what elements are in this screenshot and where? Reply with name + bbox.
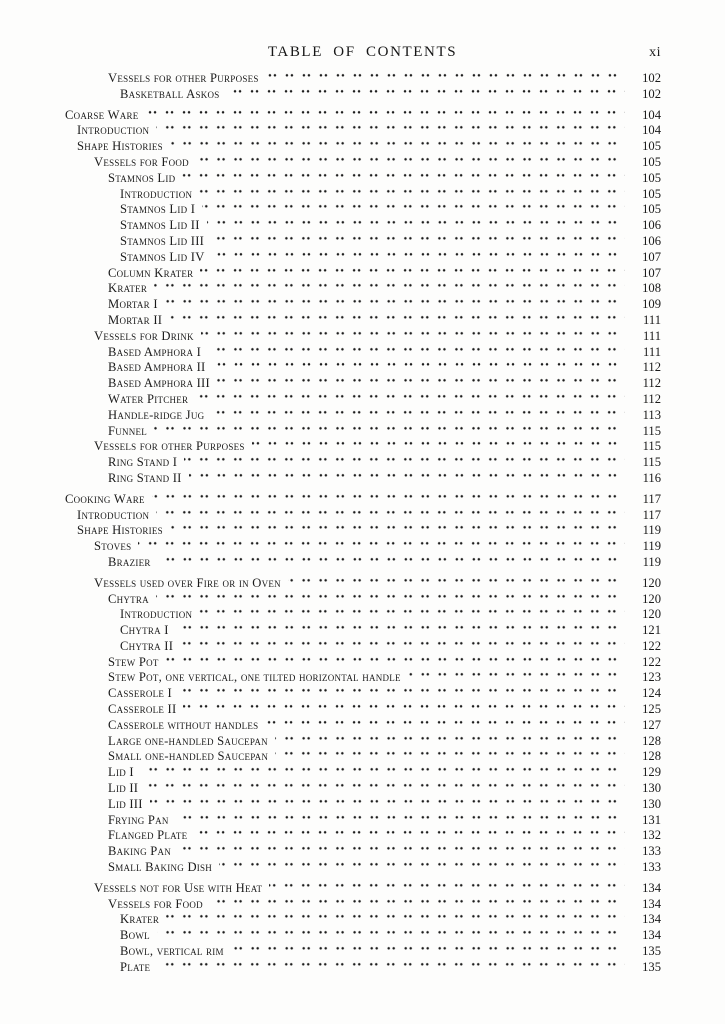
toc-entry-page: 120	[642, 607, 661, 622]
dot-leader	[231, 944, 625, 960]
toc-entry-page: 109	[642, 297, 661, 312]
dot-leader	[180, 639, 625, 655]
dot-leader	[226, 87, 625, 103]
dot-leader	[165, 297, 625, 313]
dot-leader	[154, 424, 625, 440]
toc-row	[65, 123, 661, 139]
toc-entry-page: 120	[642, 591, 661, 606]
toc-row	[65, 360, 661, 376]
toc-entry-page: 115	[642, 439, 661, 454]
toc-entry-title: Frying Pan	[108, 812, 169, 827]
toc-row	[65, 655, 661, 671]
toc-entry-page: 131	[642, 812, 661, 827]
dot-leader	[157, 928, 625, 944]
dot-leader	[156, 592, 625, 608]
toc-row	[65, 297, 661, 313]
toc-entry-title: Stamnos Lid	[108, 170, 176, 185]
toc-entry-title: Vessels for other Purposes	[108, 71, 259, 85]
toc-row	[65, 912, 661, 928]
toc-entry-page: 127	[642, 717, 661, 732]
toc-entry-title: Shape Histories	[77, 139, 163, 154]
dot-leader	[183, 702, 625, 718]
toc-row	[65, 702, 661, 718]
toc-row	[65, 718, 661, 734]
dot-leader	[275, 734, 625, 750]
toc-row	[65, 765, 661, 781]
toc-entry-title: Basketball Askos	[120, 86, 220, 101]
dot-leader	[170, 523, 625, 539]
toc-row	[65, 313, 661, 329]
toc-row	[65, 781, 661, 797]
toc-entry-page: 106	[642, 233, 661, 248]
toc-row	[65, 408, 661, 424]
toc-list	[65, 71, 661, 976]
toc-entry-title: Ring Stand II	[108, 470, 182, 485]
toc-entry-title: Based Amphora III	[108, 376, 210, 391]
toc-entry-page: 113	[642, 407, 661, 422]
dot-leader	[150, 797, 625, 813]
toc-entry-title: Lid II	[108, 781, 139, 796]
toc-entry-title: Bowl	[120, 928, 150, 943]
toc-row	[65, 392, 661, 408]
dot-leader	[219, 860, 625, 876]
toc-entry-page: 105	[642, 170, 661, 185]
dot-leader	[179, 686, 625, 702]
toc-entry-page: 135	[642, 959, 661, 974]
toc-entry-title: Stoves	[94, 539, 132, 554]
toc-entry-title: Stamnos Lid IV	[120, 249, 205, 264]
toc-entry-page: 107	[642, 265, 661, 280]
toc-row	[65, 607, 661, 623]
toc-row	[65, 71, 661, 87]
page-header	[0, 0, 725, 70]
toc-entry-page: 117	[642, 507, 661, 522]
toc-entry-title: Brazier	[108, 554, 151, 569]
toc-row	[65, 218, 661, 234]
toc-entry-title: Vessels used over Fire or in Oven	[94, 575, 281, 590]
dot-leader	[201, 329, 625, 345]
toc-row	[65, 508, 661, 524]
toc-entry-title: Plate	[120, 959, 151, 974]
toc-row	[65, 555, 661, 571]
toc-entry-page: 104	[642, 107, 661, 122]
dot-leader	[157, 960, 625, 976]
toc-row	[65, 639, 661, 655]
toc-row	[65, 844, 661, 860]
toc-row	[65, 329, 661, 345]
toc-entry-page: 102	[642, 71, 661, 85]
toc-row	[65, 202, 661, 218]
dot-leader	[154, 281, 625, 297]
toc-entry-page: 108	[642, 281, 661, 296]
toc-row	[65, 234, 661, 250]
toc-entry-title: Flanged Plate	[108, 828, 188, 843]
dot-leader	[217, 376, 625, 392]
toc-entry-page: 119	[642, 523, 661, 538]
toc-row	[65, 266, 661, 282]
toc-entry-page: 134	[642, 880, 661, 895]
toc-row	[65, 376, 661, 392]
dot-leader	[156, 508, 625, 524]
toc-row	[65, 881, 661, 897]
toc-entry-title: Small Baking Dish	[108, 860, 213, 875]
toc-entry-title: Stamnos Lid I	[120, 202, 196, 217]
toc-row	[65, 860, 661, 876]
dot-leader	[178, 844, 625, 860]
toc-entry-page: 128	[642, 733, 661, 748]
toc-entry-page: 129	[642, 765, 661, 780]
toc-entry-page: 135	[642, 944, 661, 959]
toc-entry-title: Chytra	[108, 591, 149, 606]
toc-entry-page: 119	[642, 539, 661, 554]
toc-entry-title: Bowl, vertical rim	[120, 944, 224, 959]
toc-entry-title: Chytra I	[120, 623, 169, 638]
toc-entry-title: Lid III	[108, 796, 143, 811]
toc-row	[65, 171, 661, 187]
dot-leader	[210, 897, 625, 913]
toc-entry-title: Based Amphora I	[108, 344, 202, 359]
toc-entry-title: Mortar I	[108, 297, 158, 312]
dot-leader	[158, 555, 625, 571]
toc-entry-title: Cooking Ware	[65, 491, 145, 506]
dot-leader	[145, 781, 625, 797]
toc-row	[65, 623, 661, 639]
dot-leader	[189, 471, 625, 487]
toc-entry-page: 105	[642, 139, 661, 154]
toc-entry-page: 134	[642, 928, 661, 943]
toc-row	[65, 281, 661, 297]
toc-entry-title: Vessels for Drink	[94, 328, 194, 343]
toc-row	[65, 960, 661, 976]
dot-leader	[176, 813, 625, 829]
toc-entry-page: 117	[642, 491, 661, 506]
dot-leader	[212, 250, 625, 266]
toc-entry-page: 133	[642, 860, 661, 875]
toc-entry-title: Vessels for Food	[108, 896, 203, 911]
toc-entry-title: Chytra II	[120, 638, 174, 653]
toc-entry-page: 122	[642, 654, 661, 669]
dot-leader	[195, 392, 625, 408]
toc-row	[65, 592, 661, 608]
toc-entry-title: Introduction	[77, 507, 150, 522]
dot-leader	[269, 881, 625, 897]
toc-entry-title: Stew Pot, one vertical, one tilted horizontal handle	[108, 670, 401, 685]
toc-row	[65, 108, 661, 124]
toc-row	[65, 523, 661, 539]
toc-row	[65, 686, 661, 702]
toc-entry-title: Baking Pan	[108, 844, 172, 859]
dot-leader	[200, 266, 625, 282]
toc-entry-page: 119	[642, 554, 661, 569]
dot-leader	[208, 345, 625, 361]
toc-entry-page: 112	[642, 360, 661, 375]
toc-entry-title: Introduction	[120, 186, 193, 201]
toc-entry-page: 106	[642, 218, 661, 233]
toc-entry-page: 133	[642, 844, 661, 859]
dot-leader	[166, 912, 625, 928]
toc-entry-page: 111	[643, 344, 661, 359]
toc-entry-page: 105	[642, 154, 661, 169]
toc-entry-page: 112	[642, 391, 661, 406]
toc-entry-page: 123	[642, 670, 661, 685]
toc-entry-page: 112	[642, 376, 661, 391]
toc-entry-title: Casserole without handles	[108, 717, 259, 732]
toc-entry-page: 128	[642, 749, 661, 764]
toc-entry-title: Funnel	[108, 423, 147, 438]
dot-leader	[145, 108, 625, 124]
toc-entry-page: 130	[642, 796, 661, 811]
dot-leader	[156, 123, 625, 139]
toc-entry-title: Column Krater	[108, 265, 194, 280]
toc-entry-page: 105	[642, 186, 661, 201]
toc-entry-page: 111	[643, 328, 661, 343]
toc-entry-page: 120	[642, 575, 661, 590]
toc-entry-title: Krater	[120, 912, 160, 927]
dot-leader	[138, 539, 625, 555]
toc-row	[65, 539, 661, 555]
toc-entry-page: 104	[642, 123, 661, 138]
toc-entry-title: Stamnos Lid II	[120, 218, 200, 233]
dot-leader	[275, 749, 625, 765]
toc-entry-page: 116	[642, 470, 661, 485]
toc-entry-title: Vessels for Food	[94, 154, 189, 169]
toc-row	[65, 749, 661, 765]
toc-entry-title: Handle-ridge Jug	[108, 407, 205, 422]
toc-entry-page: 125	[642, 702, 661, 717]
toc-entry-title: Krater	[108, 281, 148, 296]
toc-entry-title: Mortar II	[108, 312, 163, 327]
toc-entry-title: Small one-handled Saucepan	[108, 749, 269, 764]
toc-row	[65, 455, 661, 471]
toc-row	[65, 576, 661, 592]
folio-page-number: xi	[649, 45, 661, 60]
toc-row	[65, 439, 661, 455]
toc-entry-page: 130	[642, 781, 661, 796]
dot-leader	[211, 234, 625, 250]
toc-entry-page: 111	[643, 312, 661, 327]
toc-row	[65, 944, 661, 960]
toc-entry-title: Ring Stand I	[108, 455, 178, 470]
dot-leader	[288, 576, 625, 592]
toc-row	[65, 155, 661, 171]
toc-entry-title: Lid I	[108, 765, 134, 780]
toc-entry-title: Large one-handled Saucepan	[108, 733, 268, 748]
toc-row	[65, 928, 661, 944]
dot-leader	[194, 828, 625, 844]
dot-leader	[166, 655, 625, 671]
toc-row	[65, 828, 661, 844]
toc-row	[65, 345, 661, 361]
dot-leader	[184, 455, 625, 471]
toc-entry-title: Based Amphora II	[108, 360, 206, 375]
toc-entry-title: Casserole II	[108, 702, 177, 717]
toc-row	[65, 813, 661, 829]
toc-entry-page: 132	[642, 828, 661, 843]
page-title: TABLE OF CONTENTS	[267, 44, 458, 60]
toc-row	[65, 734, 661, 750]
dot-leader	[213, 360, 626, 376]
dot-leader	[207, 218, 625, 234]
toc-row	[65, 670, 661, 686]
toc-entry-page: 122	[642, 638, 661, 653]
toc-entry-page: 121	[642, 623, 661, 638]
dot-leader	[152, 492, 625, 508]
toc-entry-title: Casserole I	[108, 686, 172, 701]
dot-leader	[196, 155, 625, 171]
toc-row	[65, 250, 661, 266]
dot-leader	[408, 670, 625, 686]
toc-entry-page: 124	[642, 686, 661, 701]
toc-entry-page: 115	[642, 423, 661, 438]
dot-leader	[199, 187, 625, 203]
toc-entry-title: Shape Histories	[77, 523, 163, 538]
toc-row	[65, 87, 661, 103]
toc-entry-title: Introduction	[120, 607, 193, 622]
toc-entry-title: Coarse Ware	[65, 107, 139, 122]
toc-entry-page: 134	[642, 896, 661, 911]
toc-entry-page: 134	[642, 912, 661, 927]
toc-row	[65, 897, 661, 913]
toc-row	[65, 187, 661, 203]
dot-leader	[266, 71, 625, 87]
toc-row	[65, 139, 661, 155]
toc-row	[65, 471, 661, 487]
toc-entry-page: 102	[642, 86, 661, 101]
toc-entry-page: 115	[642, 455, 661, 470]
toc-entry-page: 105	[642, 202, 661, 217]
toc-entry-page: 107	[642, 249, 661, 264]
toc-entry-title: Stew Pot	[108, 654, 159, 669]
toc-entry-title: Stamnos Lid III	[120, 233, 205, 248]
dot-leader	[170, 139, 625, 155]
dot-leader	[176, 623, 625, 639]
dot-leader	[199, 607, 625, 623]
toc-entry-title: Vessels not for Use with Heat	[94, 880, 263, 895]
dot-leader	[202, 202, 625, 218]
toc-entry-title: Vessels for other Purposes	[94, 439, 245, 454]
toc-entry-title: Water Pitcher	[108, 391, 189, 406]
dot-leader	[141, 765, 625, 781]
dot-leader	[211, 408, 625, 424]
toc-row	[65, 797, 661, 813]
dot-leader	[169, 313, 625, 329]
dot-leader	[252, 439, 625, 455]
dot-leader	[182, 171, 625, 187]
toc-row	[65, 492, 661, 508]
dot-leader	[265, 718, 625, 734]
toc-entry-title: Introduction	[77, 123, 150, 138]
toc-row	[65, 424, 661, 440]
